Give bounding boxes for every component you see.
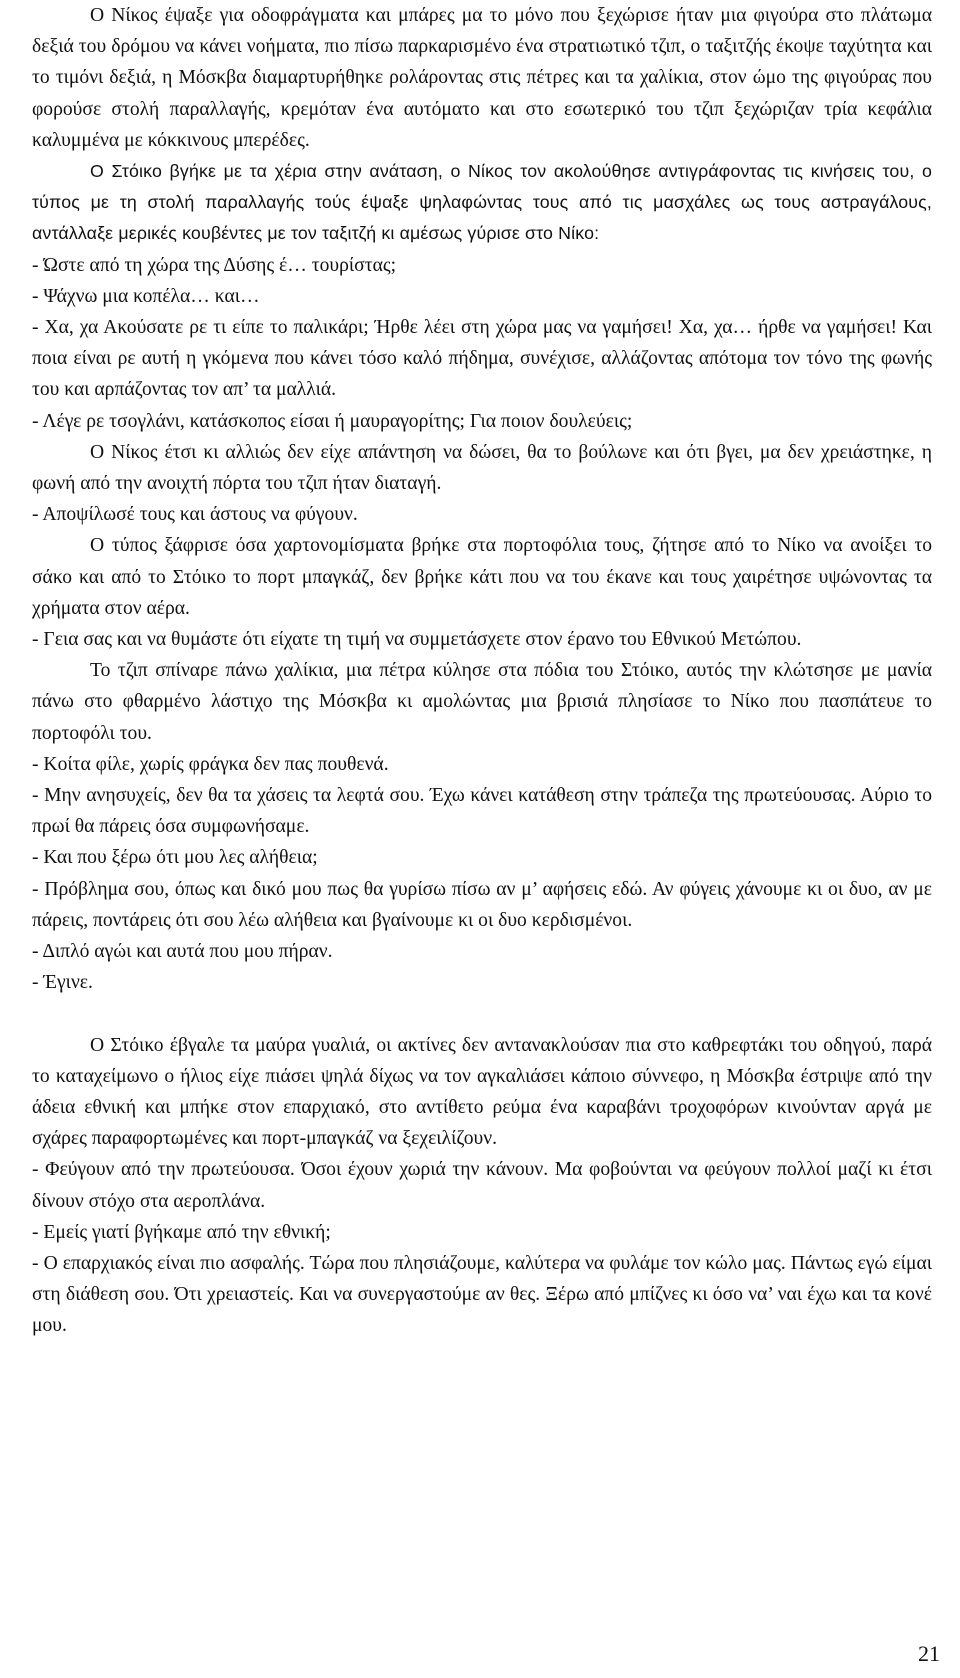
paragraph: - Ώστε από τη χώρα της Δύσης έ… τουρίστας; [32,254,397,276]
paragraph: - Αποψίλωσέ τους και άστους να φύγουν. [32,504,358,526]
paragraph: - Γεια σας και να θυμάστε ότι είχατε τη τιμή να συμμετάσχετε στον έρανο του Εθνικού Μετώπου. [32,629,802,651]
paragraph: - Ο επαρχιακός είναι πιο ασφαλής. Τώρα που πλησιάζουμε, καλύτερα να φυλάμε τον κώλο μας. Πάντως εγώ είμαι στη διάθεση σου. Ότι χρειαστείς. Και να συνεργαστούμε αν θες. Ξέρω από μπίζνες κι όσο να’ ναι έχω και τα κονέ μου. [32,1252,932,1337]
paragraph: Ο Νίκος έτσι κι αλλιώς δεν είχε απάντηση να δώσει, θα το βούλωνε και ότι βγει, μα δεν χρειάστηκε, η φωνή από την ανοιχτή πόρτα του τζιπ ήταν διαταγή. [32,441,932,495]
page-number: 21 [918,1641,940,1666]
paragraph: - Πρόβλημα σου, όπως και δικό μου πως θα γυρίσω πίσω αν μ’ αφήσεις εδώ. Αν φύγεις χάνουμε κι οι δυο, αν με πάρεις, ποντάρεις ότι σου λέω αλήθεια και βγαίνουμε κι οι δυο κερδισμένοι. [32,878,932,931]
paragraph: Ο Νίκος έψαξε για οδοφράγματα και μπάρες μα το μόνο που ξεχώρισε ήταν μια φιγούρα στο πλάτωμα δεξιά του δρόμου να κάνει νοήματα, πιο πίσω παρκαρισμένο ένα στρατιωτικό τζιπ, ο ταξιτζής έκοψε ταχύτητα και το τιμόνι δεξιά, η Μόσκβα διαμαρτυρήθηκε ρολάροντας στις πέτρες και τα χαλίκια, στον ώμο της φιγούρας που φορούσε στολή παραλλαγής, κρεμόταν ένα αυτόματο και στο εσωτερικό του τζιπ ξεχώριζαν τρία κεφάλια καλυμμένα με κόκκινους μπερέδες. [32,5,932,151]
paragraph: Ο Στόικο έβγαλε τα μαύρα γυαλιά, οι ακτίνες δεν αντανακλούσαν πια στο καθρεφτάκι του οδηγού, παρά το καταχείμωνο ο ήλιος είχε πιάσει ψηλά δίχως να τον αγκαλιάσει κάποιο σύννεφο, η Μόσκβα έστριψε από την άδεια εθνική και μπήκε στον επαρχιακό, στο αντίθετο ρεύμα ένα καραβάνι τροχοφόρων κινούνταν αργά με σχάρες παραφορτωμένες και πορτ-μπαγκάζ να ξεχειλίζουν. [32,1034,932,1150]
paragraph: Ο Στόικο βγήκε με τα χέρια στην ανάταση, ο Νίκος τον ακολούθησε αντιγράφοντας τις κινήσεις του, ο τύπος με τη στολή παραλλαγής τούς έψαξε ψηλαφώντας τους από τις μασχάλες ως τους αστραγάλους, αντάλλαξε μερικές κουβέντες με τον ταξιτζή κι αμέσως γύρισε στο Νίκο: [32,161,932,244]
paragraph: Ο τύπος ξάφρισε όσα χαρτονομίσματα βρήκε στα πορτοφόλια τους, ζήτησε από το Νίκο να ανοίξει το σάκο και από το Στόικο το πορτ μπαγκάζ, δεν βρήκε κάτι που να του έκανε και τους χαιρέτησε υψώνοντας τα χρήματα στον αέρα. [32,535,932,619]
paragraph: - Ψάχνω μια κοπέλα… και… [32,285,260,307]
paragraph: - Έγινε. [32,972,93,994]
body-text [32,0,932,1342]
paragraph: - Χα, χα Ακούσατε ρε τι είπε το παλικάρι; Ήρθε λέει στη χώρα μας να γαμήσει! Χα, χα… ήρθε να γαμήσει! Και ποια είναι ρε αυτή η γκόμενα που κάνει τόσο καλό πήδημα, συνέχισε, αλλάζοντας απότομα τον τόνο της φωνής του και αρπάζοντας τον απ’ τα μαλλιά. [32,317,932,401]
paragraph: - Και που ξέρω ότι μου λες αλήθεια; [32,847,318,869]
paragraph: Το τζιπ σπίναρε πάνω χαλίκια, μια πέτρα κύλησε στα πόδια του Στόικο, αυτός την κλώτσησε με μανία πάνω στο φθαρμένο λάστιχο της Μόσκβα κι αμολώντας μια βρισιά πλησίασε το Νίκο που πασπάτευε το πορτοφόλι του. [32,660,932,744]
paragraph: - Λέγε ρε τσογλάνι, κατάσκοπος είσαι ή μαυραγορίτης; Για ποιον δουλεύεις; [32,410,633,432]
paragraph: - Κοίτα φίλε, χωρίς φράγκα δεν πας πουθενά. [32,753,389,775]
paragraph: - Μην ανησυχείς, δεν θα τα χάσεις τα λεφτά σου. Έχω κάνει κατάθεση στην τράπεζα της πρωτεύουσας. Αύριο το πρωί θα πάρεις όσα συμφωνήσαμε. [32,785,932,838]
paragraph: - Φεύγουν από την πρωτεύουσα. Όσοι έχουν χωριά την κάνουν. Μα φοβούνται να φεύγουν πολλοί μαζί κι έτσι δίνουν στόχο στα αεροπλάνα. [32,1159,932,1212]
paragraph: - Διπλό αγώι και αυτά που μου πήραν. [32,941,333,963]
paragraph: - Εμείς γιατί βγήκαμε από την εθνική; [32,1221,331,1243]
